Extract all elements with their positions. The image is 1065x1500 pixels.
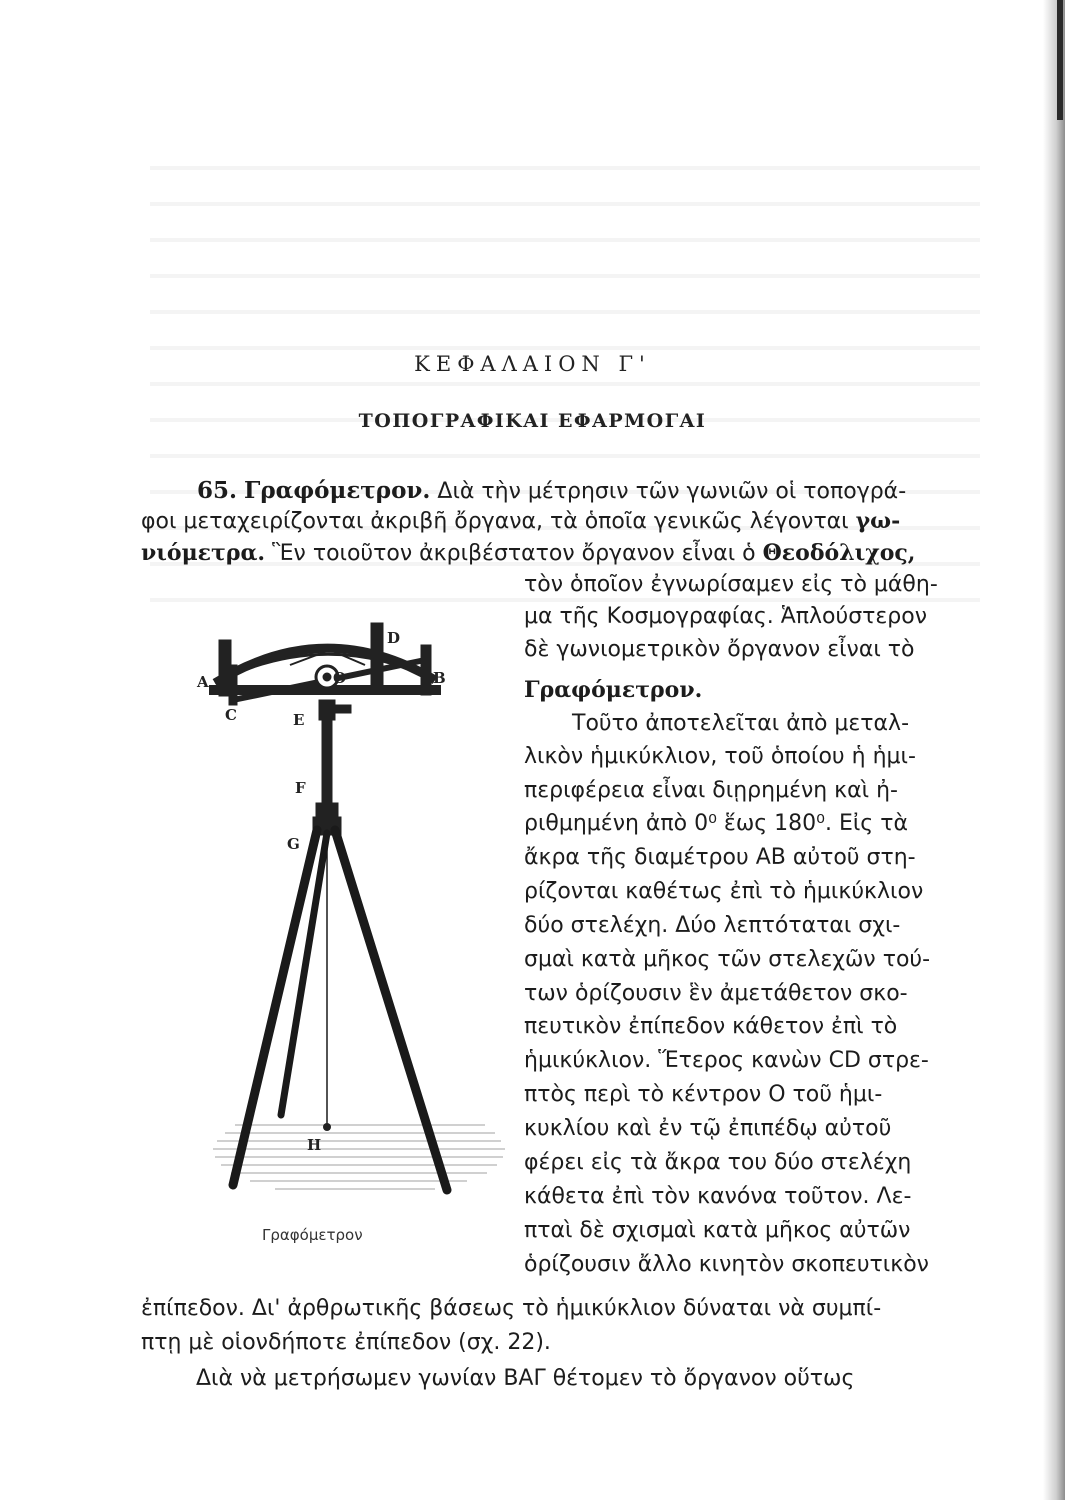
text-line-8: Τοῦτο ἀποτελεῖται ἀπὸ μεταλ- — [572, 711, 910, 736]
label-e: E — [293, 711, 305, 729]
text-line-12: ἄκρα τῆς διαμέτρου ΑΒ αὐτοῦ στη- — [524, 845, 916, 870]
ground-shadow — [213, 1125, 505, 1189]
label-c: C — [225, 706, 237, 724]
text-line-10: περιφέρεια εἶναι διῃρημένη καὶ ἠ- — [524, 778, 898, 803]
section-number: 65. — [197, 477, 238, 504]
text-line-2: φοι μεταχειρίζονται ἀκριβῆ ὄργανα, τὰ ὁποῖα γενικῶς λέγονται — [141, 509, 849, 534]
label-h: H — [307, 1136, 322, 1154]
text-line-13: ρίζονται καθέτως ἐπὶ τὸ ἡμικύκλιον — [524, 879, 924, 904]
text-line-4: τὸν ὁποῖον ἐγνωρίσαμεν εἰς τὸ μάθη- — [524, 572, 938, 597]
text-line — [141, 508, 900, 535]
text-line-16: των ὁρίζουσιν ἓν ἀμετάθετον σκο- — [524, 981, 908, 1006]
term-goniometra-part: γω- — [855, 508, 901, 534]
text-line-9: λικὸν ἡμικύκλιον, τοῦ ὁποίου ἡ ἡμι- — [524, 744, 916, 769]
instrument-column — [313, 700, 351, 835]
graphometer-illustration — [195, 605, 515, 1245]
chapter-subtitle: ΤΟΠΟΓΡΑΦΙΚΑΙ ΕΦΑΡΜΟΓΑΙ — [358, 410, 707, 432]
text-line-6: δὲ γωνιομετρικὸν ὄργανον εἶναι τὸ — [524, 637, 915, 662]
term-goniometra: νιόμετρα. — [141, 540, 266, 566]
tripod-legs — [233, 830, 447, 1190]
text-line-21: φέρει εἰς τὰ ἄκρα του δύο στελέχη — [524, 1150, 912, 1175]
label-a: A — [197, 673, 209, 691]
text-line-20: κυκλίου καὶ ἐν τῷ ἐπιπέδῳ αὐτοῦ — [524, 1116, 892, 1141]
label-b: B — [433, 669, 446, 687]
label-g: G — [287, 835, 300, 853]
text-line-22: κάθετα ἐπὶ τὸν κανόνα τοῦτον. Λε- — [524, 1184, 912, 1209]
text-line-26: πτῃ μὲ οἱονδήποτε ἐπίπεδον (σχ. 22). — [141, 1330, 551, 1355]
text-line-3: Ἓν τοιοῦτον ἀκριβέστατον ὄργανον εἶναι ὁ — [272, 541, 756, 566]
term-grafometron: Γραφόμετρον. — [524, 677, 703, 703]
text-line-17: πευτικὸν ἐπίπεδον κάθετον ἐπὶ τὸ — [524, 1014, 898, 1039]
text-line-15: σμαὶ κατὰ μῆκος τῶν στελεχῶν τού- — [524, 947, 931, 972]
text-line — [141, 540, 915, 567]
section-heading: Γραφόμετρον. — [244, 477, 431, 504]
text-line-18: ἡμικύκλιον. Ἕτερος κανὼν CD στρε- — [524, 1048, 929, 1073]
text-line — [197, 478, 906, 505]
page-edge-shadow — [1043, 0, 1065, 1500]
plumb-bob — [323, 1123, 331, 1131]
label-f: F — [295, 779, 306, 797]
term-theodolite: Θεοδόλιχος, — [762, 540, 916, 566]
text-line-11: ριθμημένη ἀπὸ 0⁰ ἕως 180⁰. Εἰς τὰ — [524, 811, 908, 836]
text-line-19: πτὸς περὶ τὸ κέντρον Ο τοῦ ἡμι- — [524, 1082, 883, 1107]
chapter-title: ΚΕΦΑΛΑΙΟΝ Γ' — [414, 352, 651, 376]
text-line-25: ἐπίπεδον. Δι' ἀρθρωτικῆς βάσεως τὸ ἡμικύκλιον δύναται νὰ συμπί- — [141, 1296, 882, 1321]
semicircle-instrument — [209, 623, 441, 705]
text-line-24: ὁρίζουσιν ἄλλο κινητὸν σκοπευτικὸν — [524, 1252, 929, 1277]
text-line-5: μα τῆς Κοσμογραφίας. Ἁπλούστερον — [524, 604, 928, 629]
label-o: O — [333, 669, 347, 687]
text-line-1: Διὰ τὴν μέτρησιν τῶν γωνιῶν οἱ τοπογρά- — [437, 479, 907, 504]
text-line-27: Διὰ νὰ μετρήσωμεν γωνίαν ΒΑΓ θέτομεν τὸ ὄργανον οὕτως — [196, 1366, 855, 1391]
label-d: D — [387, 629, 401, 647]
figure-caption: Γραφόμετρον — [262, 1226, 363, 1244]
text-line-14: δύο στελέχη. Δύο λεπτόταται σχι- — [524, 913, 901, 938]
text-line-23: πταὶ δὲ σχισμαὶ κατὰ μῆκος αὐτῶν — [524, 1218, 911, 1243]
